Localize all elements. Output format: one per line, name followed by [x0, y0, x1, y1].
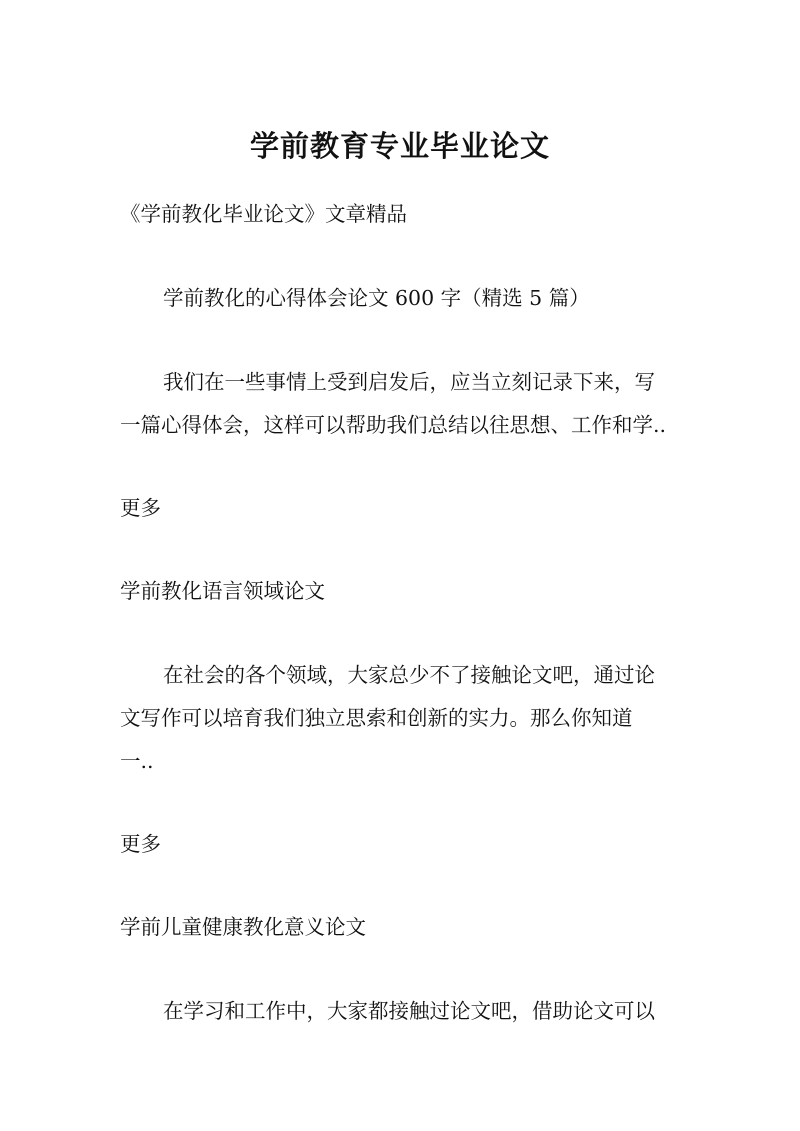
entry-excerpt-line: 在学习和工作中，大家都接触过论文吧，借助论文可以	[163, 999, 655, 1023]
more-link[interactable]: 更多	[120, 496, 161, 520]
entry-excerpt-line: 我们在一些事情上受到启发后，应当立刻记录下来，写	[163, 370, 655, 394]
entry-excerpt-line: 一篇心得体会，这样可以帮助我们总结以往思想、工作和学..	[120, 413, 667, 437]
more-link[interactable]: 更多	[120, 832, 161, 856]
entry-excerpt-line: 文写作可以培育我们独立思索和创新的实力。那么你知道	[120, 706, 633, 730]
document-title: 学前教育专业毕业论文	[249, 129, 550, 163]
entry-heading[interactable]: 学前教化语言领域论文	[120, 579, 325, 603]
entry-heading[interactable]: 学前儿童健康教化意义论文	[120, 915, 366, 939]
entry-excerpt-line: 一..	[120, 749, 154, 773]
entry-heading[interactable]: 学前教化的心得体会论文 600 字（精选 5 篇）	[163, 286, 590, 310]
entry-excerpt-line: 在社会的各个领域，大家总少不了接触论文吧，通过论	[163, 663, 655, 687]
document-subtitle: 《学前教化毕业论文》文章精品	[120, 202, 407, 226]
